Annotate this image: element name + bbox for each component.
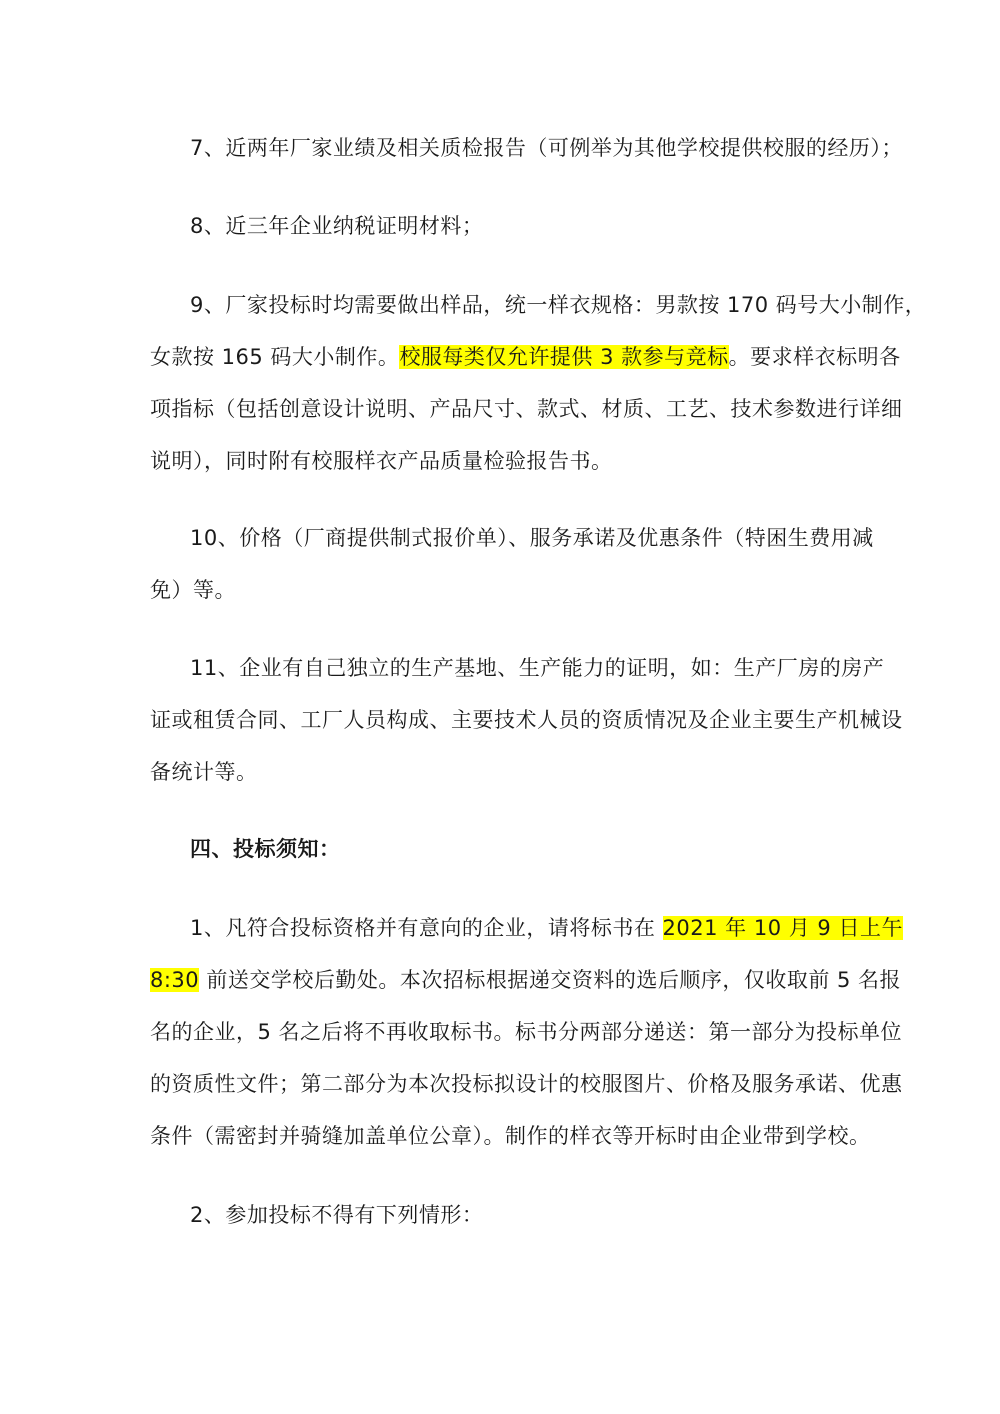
highlight-deadline-date: 2021 年 10 月 9 日上午 [662, 916, 903, 940]
item-10-line-2: 免）等。 [150, 578, 236, 602]
highlight-sample-limit: 校服每类仅允许提供 3 款参与竞标 [399, 345, 729, 369]
notice-1-text-cont: 前送交学校后勤处。本次招标根据递交资料的选后顺序，仅收取前 5 名报 [199, 968, 902, 992]
item-11-line-2: 证或租赁合同、工厂人员构成、主要技术人员的资质情况及企业主要生产机械设 [150, 708, 903, 732]
item-7: 7、近两年厂家业绩及相关质检报告（可例举为其他学校提供校服的经历）； [190, 136, 903, 160]
item-9-line-4: 说明），同时附有校服样衣产品质量检验报告书。 [150, 449, 613, 473]
item-10-line-1: 10、价格（厂商提供制式报价单）、服务承诺及优惠条件（特困生费用减 [190, 526, 874, 550]
notice-1-line-5: 条件（需密封并骑缝加盖单位公章）。制作的样衣等开标时由企业带到学校。 [150, 1124, 871, 1148]
notice-1-text: 1、凡符合投标资格并有意向的企业，请将标书在 [190, 916, 663, 940]
notice-1-line-4: 的资质性文件；第二部分为本次投标拟设计的校服图片、价格及服务承诺、优惠 [150, 1072, 903, 1096]
item-9-line-1: 9、厂家投标时均需要做出样品，统一样衣规格：男款按 170 码号大小制作， [190, 293, 927, 317]
item-9-line-3: 项指标（包括创意设计说明、产品尺寸、款式、材质、工艺、技术参数进行详细 [150, 397, 903, 421]
item-9-text: 女款按 165 码大小制作。 [150, 345, 400, 369]
item-11-line-1: 11、企业有自己独立的生产基地、生产能力的证明，如：生产厂房的房产 [190, 656, 885, 680]
item-8: 8、近三年企业纳税证明材料； [190, 214, 484, 238]
item-11-line-3: 备统计等。 [150, 760, 258, 784]
notice-1-line-2 [150, 960, 901, 1000]
item-9-line-2 [150, 337, 901, 377]
section-heading-bidding-notice: 四、投标须知： [190, 837, 341, 861]
notice-1-line-3: 名的企业，5 名之后将不再收取标书。标书分两部分递送：第一部分为投标单位 [150, 1020, 903, 1044]
highlight-deadline-time: 8:30 [150, 968, 200, 992]
notice-2: 2、参加投标不得有下列情形： [190, 1203, 484, 1227]
notice-1-line-1 [190, 908, 903, 948]
item-9-text-cont: 。要求样衣标明各 [728, 345, 901, 369]
